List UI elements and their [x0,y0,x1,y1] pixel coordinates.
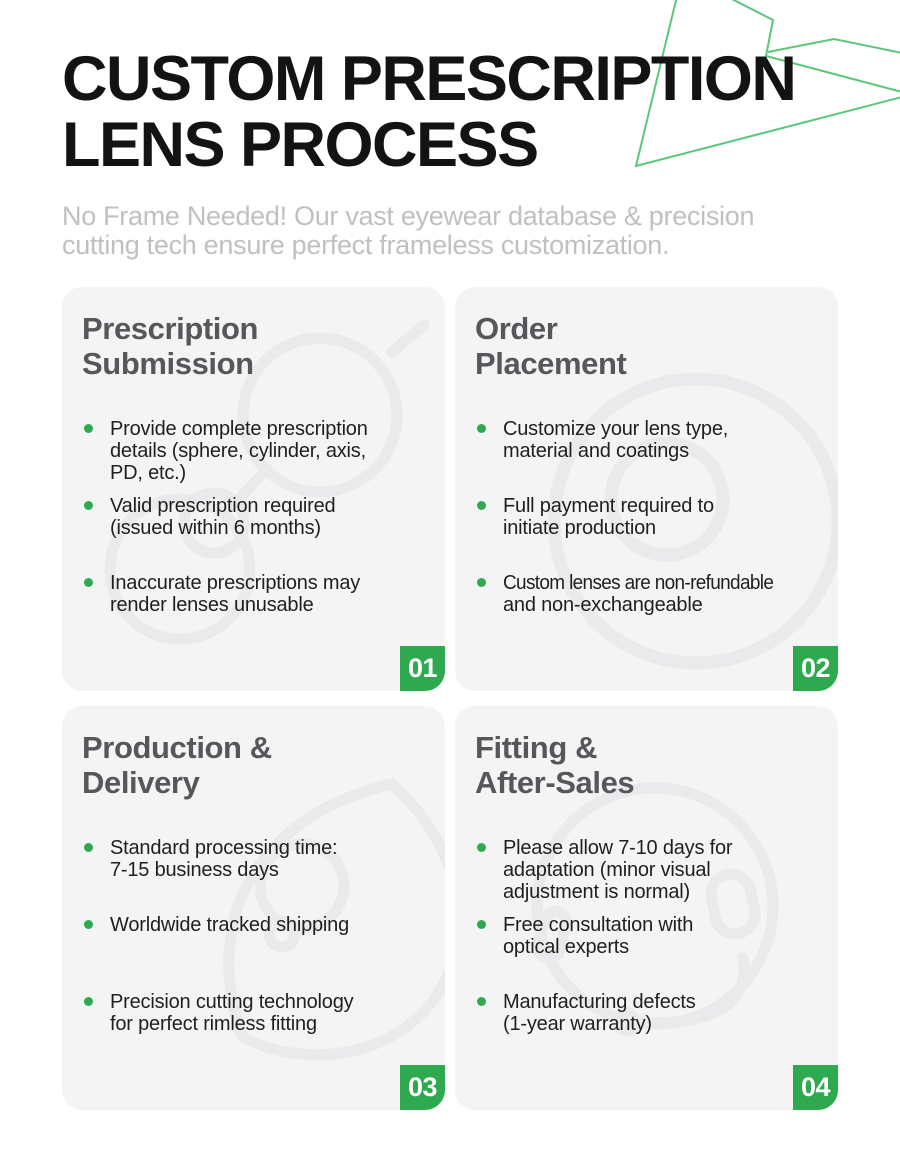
bullet-dot-icon [84,501,93,510]
bullet-dot-icon [477,843,486,852]
step-number-badge: 02 [793,646,838,691]
card-title: Fitting & After-Sales [475,730,635,800]
bullet-dot-icon [84,424,93,433]
page-title-line1: CUSTOM PRESCRIPTION [62,44,796,114]
bullet-dot-icon [477,920,486,929]
step-number-badge: 03 [400,1065,445,1110]
bullet-dot-icon [477,501,486,510]
list-item: Manufacturing defects (1-year warranty) [455,991,818,1068]
page-subtitle-line2: cutting tech ensure perfect frameless customization. [62,230,670,260]
list-item: Valid prescription required (issued within 6 months) [62,495,425,572]
bullet-dot-icon [84,920,93,929]
list-item: Provide complete prescription details (sphere, cylinder, axis, PD, etc.) [62,418,425,495]
list-item: Customize your lens type, material and coatings [455,418,818,495]
bullet-list [455,418,818,649]
bullet-dot-icon [84,997,93,1006]
list-item: Custom lenses are non-refundable and non-exchangeable [455,572,818,649]
page-subtitle [62,202,838,260]
list-item: Full payment required to initiate production [455,495,818,572]
page-title [62,46,838,178]
bullet-list [455,837,818,1068]
page-subtitle-line1: No Frame Needed! Our vast eyewear database & precision [62,201,755,231]
bullet-list [62,837,425,1068]
step-number-badge: 04 [793,1065,838,1110]
card-title: Production & Delivery [82,730,272,800]
card-title: Order Placement [475,311,627,381]
bullet-dot-icon [84,578,93,587]
list-item: Precision cutting technology for perfect rimless fitting [62,991,425,1068]
card-title: Prescription Submission [82,311,259,381]
list-item: Please allow 7-10 days for adaptation (minor visual adjustment is normal) [455,837,818,914]
list-item: Inaccurate prescriptions may render lenses unusable [62,572,425,649]
page-title-line2: LENS PROCESS [62,110,538,180]
list-item: Standard processing time: 7-15 business days [62,837,425,914]
card-prescription-submission [62,287,445,691]
card-fitting-after-sales [455,706,838,1110]
bullet-dot-icon [477,997,486,1006]
list-item: Worldwide tracked shipping [62,914,425,991]
card-production-delivery [62,706,445,1110]
step-number-badge: 01 [400,646,445,691]
card-order-placement [455,287,838,691]
bullet-dot-icon [84,843,93,852]
process-card-grid [62,287,838,1110]
list-item: Free consultation with optical experts [455,914,818,991]
bullet-list [62,418,425,649]
bullet-dot-icon [477,578,486,587]
bullet-dot-icon [477,424,486,433]
